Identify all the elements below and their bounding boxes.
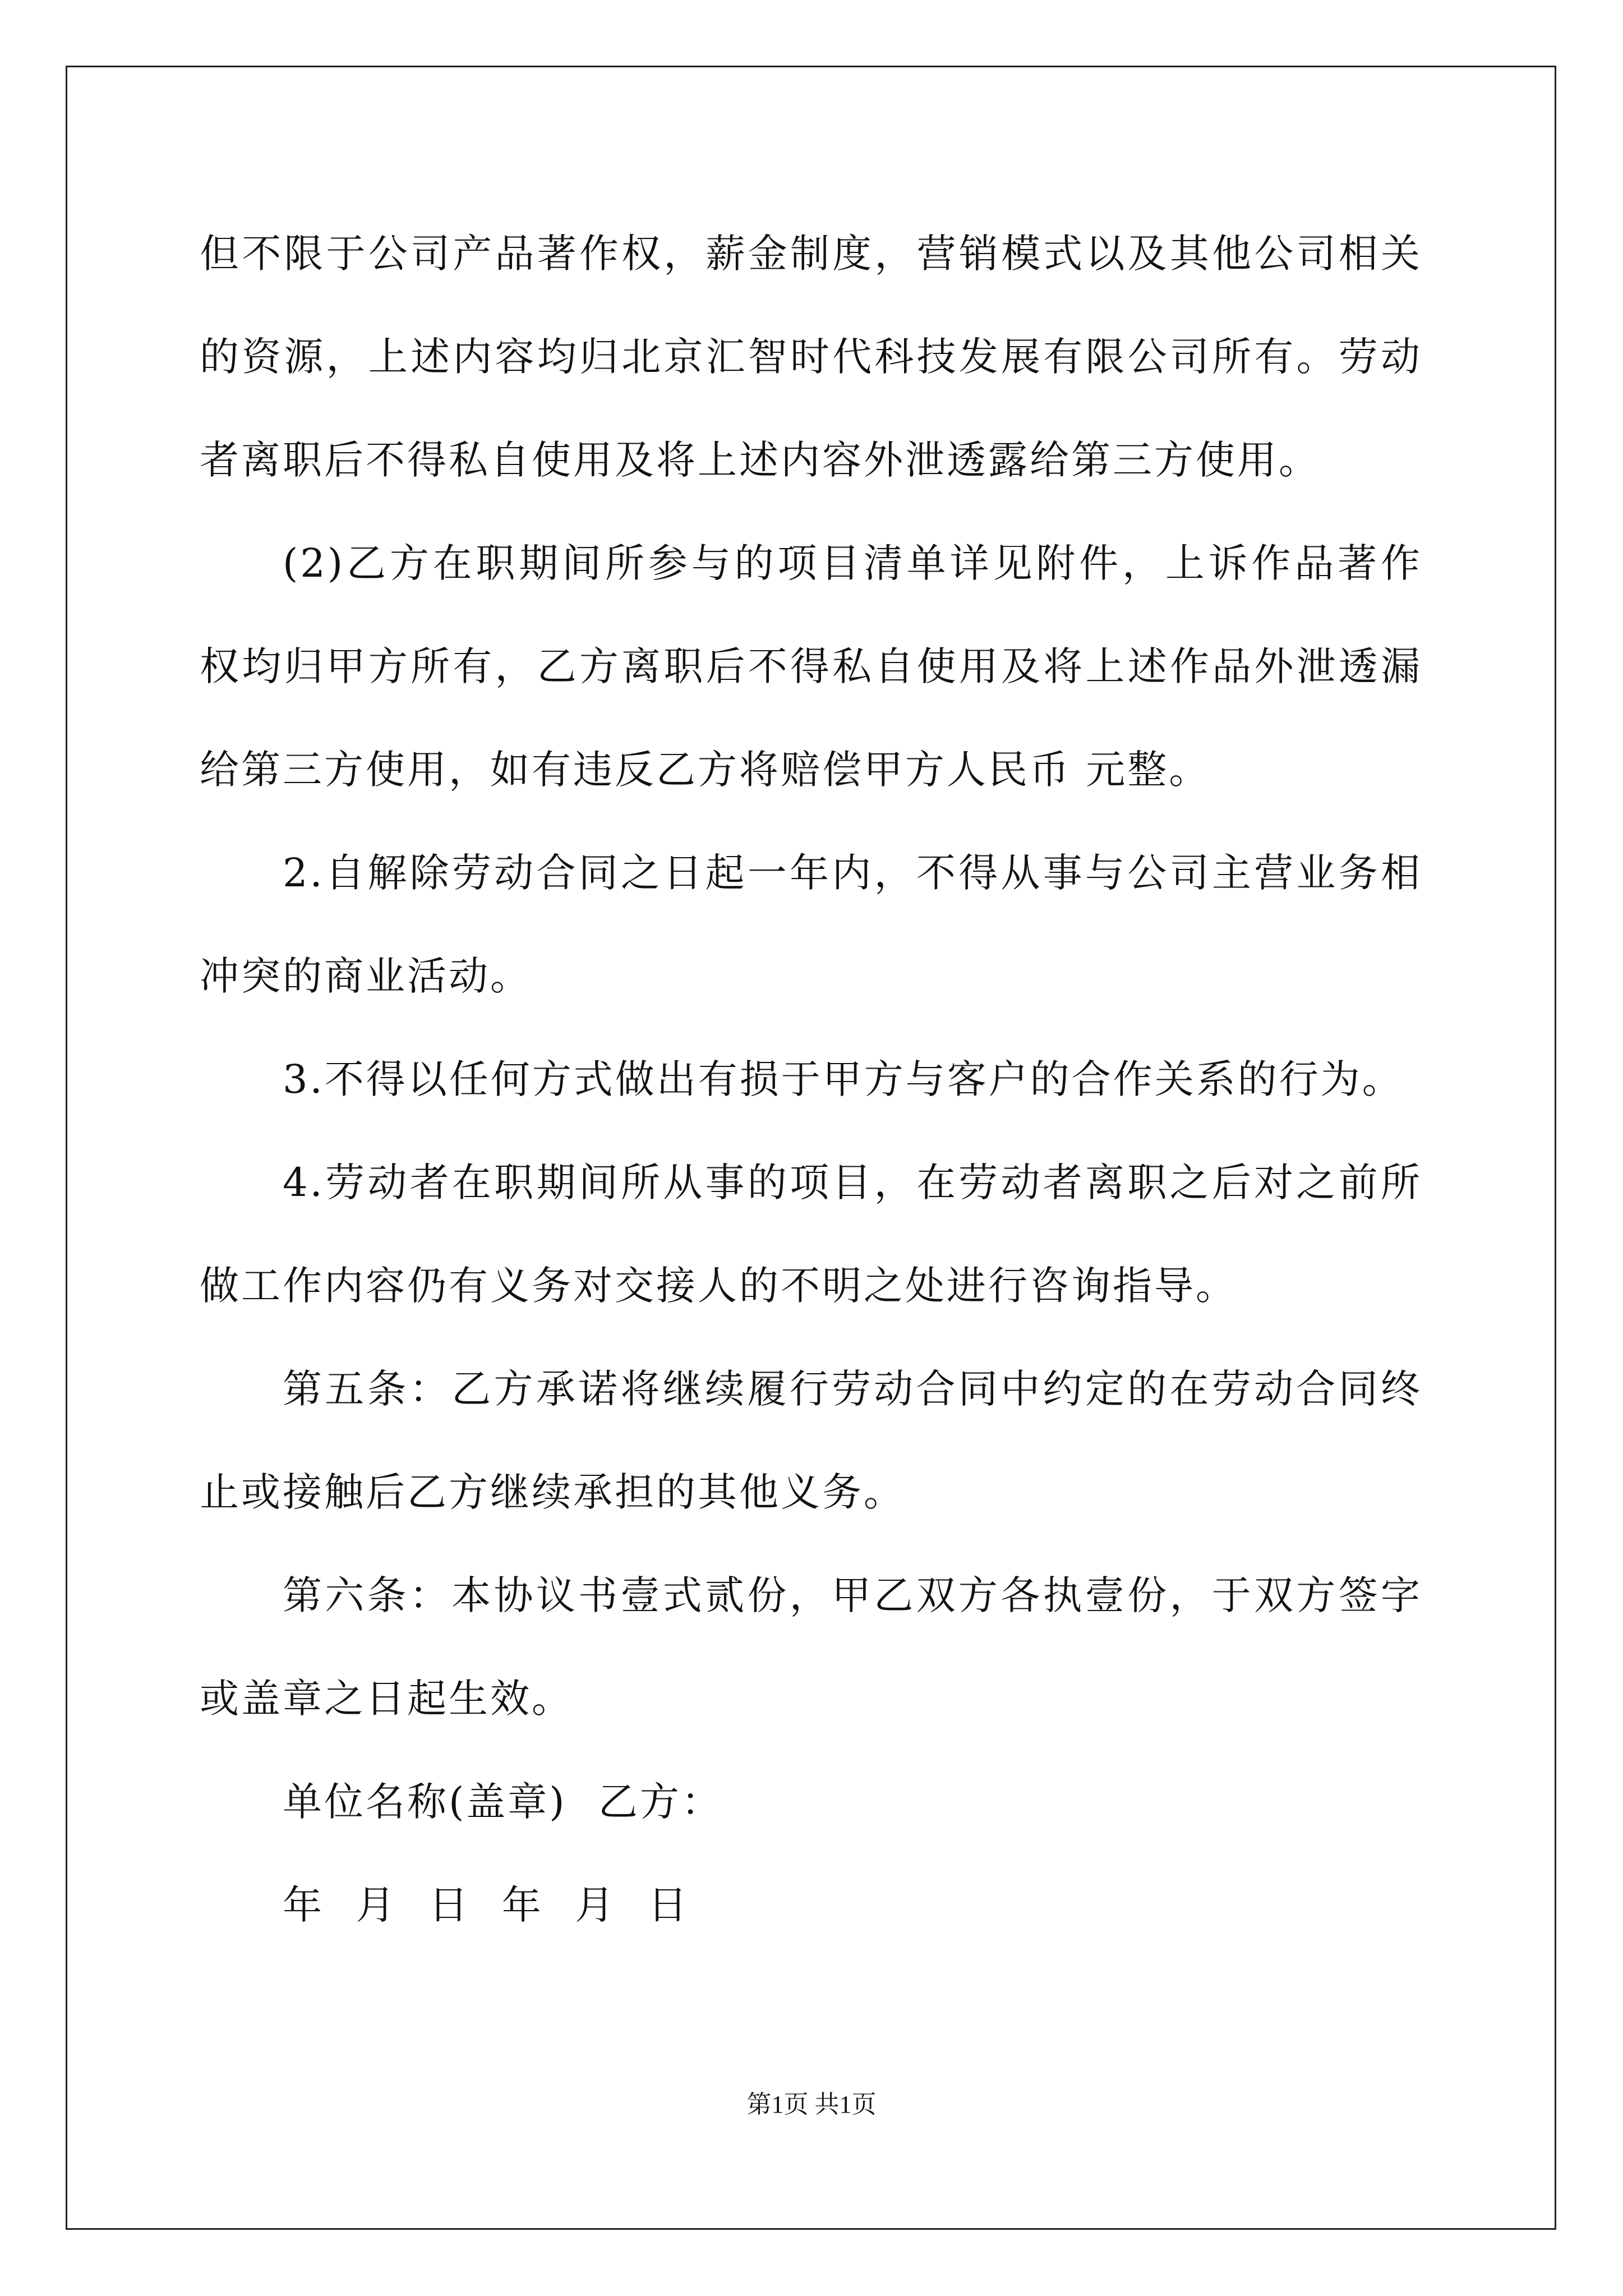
- document-body: [200, 202, 1422, 1957]
- paragraph-2: (2)乙方在职期间所参与的项目清单详见附件，上诉作品著作权均归甲方所有，乙方离职后不得私自使用及将上述作品外泄透漏给第三方使用，如有违反乙方将赔偿甲方人民币 元整。: [200, 540, 1422, 793]
- signature-date-line: 年 月 日 年 月 日: [283, 1882, 690, 1928]
- paragraph-7: 第六条：本协议书壹式贰份，甲乙双方各执壹份，于双方签字或盖章之日起生效。: [200, 1572, 1422, 1722]
- page-footer: 第1页 共1页: [746, 2091, 877, 2118]
- paragraph-6: 第五条：乙方承诺将继续履行劳动合同中约定的在劳动合同终止或接触后乙方继续承担的其他义务。: [200, 1366, 1422, 1515]
- paragraph-1: 但不限于公司产品著作权，薪金制度，营销模式以及其他公司相关的资源，上述内容均归北京汇智时代科技发展有限公司所有。劳动者离职后不得私自使用及将上述内容外泄透露给第三方使用。: [200, 231, 1422, 483]
- paragraph-4: 3.不得以任何方式做出有损于甲方与客户的合作关系的行为。: [283, 1056, 1404, 1102]
- signature-unit-line: 单位名称(盖章) 乙方：: [283, 1779, 723, 1825]
- paragraph-5: 4.劳动者在职期间所从事的项目，在劳动者离职之后对之前所做工作内容仍有义务对交接人的不明之处进行咨询指导。: [200, 1159, 1422, 1309]
- paragraph-3: 2.自解除劳动合同之日起一年内，不得从事与公司主营业务相冲突的商业活动。: [200, 850, 1422, 999]
